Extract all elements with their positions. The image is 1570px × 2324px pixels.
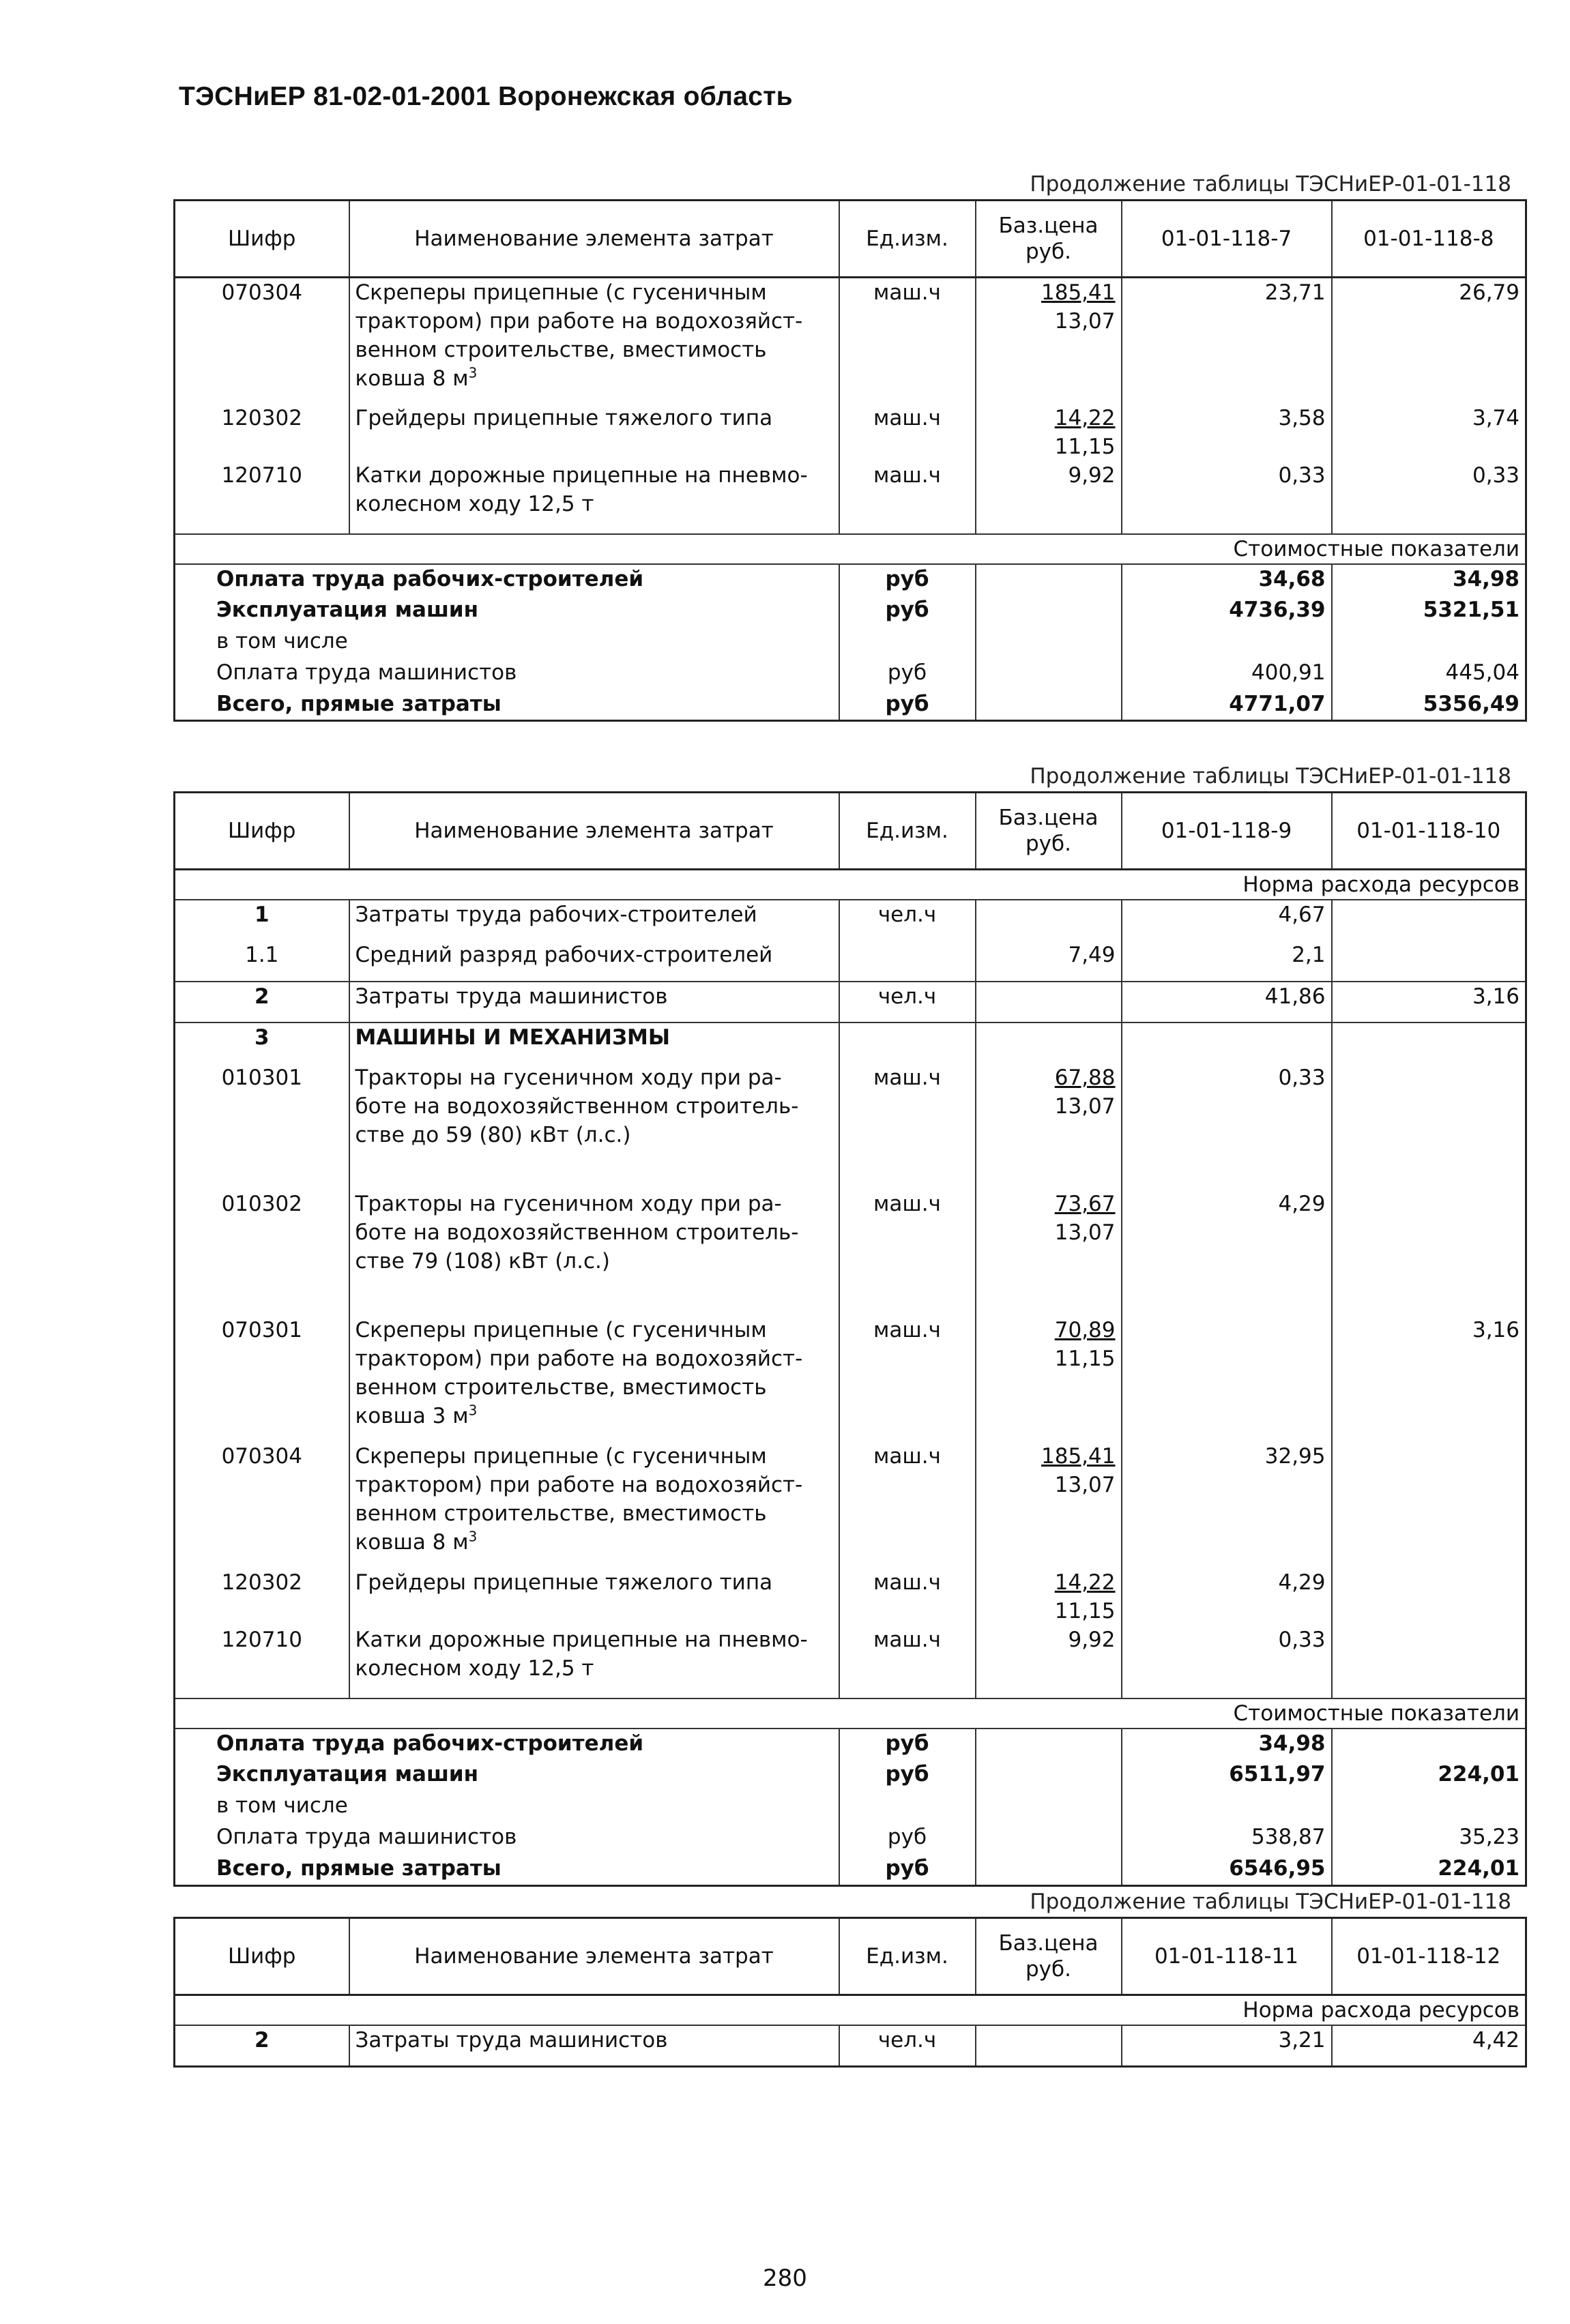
cost-row (175, 595, 1526, 627)
cost-unit (839, 1791, 976, 1823)
col-code-header: Шифр (175, 1918, 349, 1995)
col-a-header: 01-01-118-9 (1122, 793, 1332, 870)
page-number: 280 (763, 2265, 807, 2292)
row-unit: маш.ч (839, 1063, 976, 1190)
col-b-header: 01-01-118-12 (1332, 1918, 1526, 1995)
row-unit: чел.ч (839, 900, 976, 941)
superscript: 3 (468, 364, 478, 381)
row-name: Скреперы прицепные (с гусеничным трактором) при работе на водохозяйст-венном строительстве, вместимость ковша 8 $м^3$ (349, 278, 839, 404)
col-name-header: Наименование элемента затрат (349, 201, 839, 278)
cost-unit: руб (839, 595, 976, 627)
row-value-a: 3,58 (1122, 404, 1332, 461)
row-unit (839, 941, 976, 982)
col-price-header: Баз.цена руб. (976, 201, 1122, 278)
col-name-header: Наименование элемента затрат (349, 793, 839, 870)
col-a-header: 01-01-118-7 (1122, 201, 1332, 278)
row-code: 3 (175, 1023, 349, 1063)
price-bottom: 13,07 (1054, 1094, 1116, 1119)
row-unit: маш.ч (839, 1190, 976, 1316)
row-name: Средний разряд рабочих-строителей (349, 941, 839, 982)
price-top: 67,88 (1054, 1065, 1116, 1090)
col-unit-header: Ед.изм. (839, 793, 976, 870)
row-unit (839, 1023, 976, 1063)
col-unit-header: Ед.изм. (839, 201, 976, 278)
cost-unit: руб (839, 1854, 976, 1885)
superscript: 3 (468, 1528, 478, 1545)
cost-value-b (1332, 627, 1526, 658)
row-value-b (1332, 1442, 1526, 1568)
cost-row (175, 1823, 1526, 1854)
cost-value-b: 34,98 (1332, 564, 1526, 595)
row-name: Скреперы прицепные (с гусеничным трактором) при работе на водохозяйст-венном строительстве, вместимость ковша 3 $м^3$ (349, 1316, 839, 1442)
row-value-b (1332, 1626, 1526, 1698)
superscript: 3 (468, 1402, 478, 1419)
row-value-b (1332, 900, 1526, 941)
cost-label: Оплата труда машинистов (175, 658, 839, 690)
row-price (976, 1063, 1122, 1190)
section-label-row (175, 1698, 1526, 1729)
resource-rows (175, 278, 1526, 534)
cost-unit: руб (839, 1760, 976, 1791)
row-value-b: 4,42 (1332, 2025, 1526, 2066)
row-value-a: 0,33 (1122, 1626, 1332, 1698)
price-top: 9,92 (1068, 462, 1116, 488)
row-value-a: 0,33 (1122, 1063, 1332, 1190)
table-header-row (175, 793, 1526, 870)
cost-label: в том числе (175, 627, 839, 658)
continuation-label: Продолжение таблицы ТЭСНиЕР-01-01-118 (1030, 764, 1511, 789)
price-bottom: 11,15 (1054, 1347, 1116, 1371)
cost-value-a: 4736,39 (1122, 595, 1332, 627)
row-value-b: 3,74 (1332, 404, 1526, 461)
cost-value-a: 538,87 (1122, 1823, 1332, 1854)
cost-price (976, 690, 1122, 721)
row-value-b (1332, 1190, 1526, 1316)
cost-label: Оплата труда рабочих-строителей (175, 564, 839, 595)
row-value-a: 2,1 (1122, 941, 1332, 982)
row-unit: маш.ч (839, 1568, 976, 1626)
row-unit: чел.ч (839, 2025, 976, 2066)
row-value-a: 3,21 (1122, 2025, 1332, 2066)
cost-price (976, 1760, 1122, 1791)
price-top: 185,41 (1041, 280, 1116, 305)
cost-value-a: 6546,95 (1122, 1854, 1332, 1885)
col-price-header: Баз.цена руб. (976, 793, 1122, 870)
table-row (175, 1626, 1526, 1698)
cost-row (175, 1729, 1526, 1760)
cost-rows (175, 564, 1526, 721)
table-row (175, 404, 1526, 461)
row-price (976, 1023, 1122, 1063)
row-price (976, 1442, 1122, 1568)
row-value-b (1332, 1063, 1526, 1190)
table-row (175, 1442, 1526, 1568)
row-name: Затраты труда машинистов (349, 982, 839, 1023)
row-value-b (1332, 1568, 1526, 1626)
cost-unit: руб (839, 658, 976, 690)
row-value-b (1332, 941, 1526, 982)
col-code-header: Шифр (175, 201, 349, 278)
cost-value-a: 400,91 (1122, 658, 1332, 690)
cost-price (976, 658, 1122, 690)
cost-value-a: 34,98 (1122, 1729, 1332, 1760)
cost-value-a (1122, 627, 1332, 658)
price-top: 185,41 (1041, 1444, 1116, 1469)
row-code: 010301 (175, 1063, 349, 1190)
row-value-a (1122, 1316, 1332, 1442)
row-unit: чел.ч (839, 982, 976, 1023)
row-value-b: 26,79 (1332, 278, 1526, 404)
row-name: Тракторы на гусеничном ходу при ра-боте на водохозяйственном строитель-стве 79 (108) кВт (л.с.) (349, 1190, 839, 1316)
price-bottom: 11,15 (1054, 1599, 1116, 1623)
row-price (976, 1626, 1122, 1698)
row-price (976, 404, 1122, 461)
col-a-header: 01-01-118-11 (1122, 1918, 1332, 1995)
col-price-header: Баз.цена руб. (976, 1918, 1122, 1995)
cost-unit: руб (839, 564, 976, 595)
row-price (976, 1568, 1122, 1626)
row-unit: маш.ч (839, 278, 976, 404)
row-value-a: 4,67 (1122, 900, 1332, 941)
row-price (976, 461, 1122, 534)
table-row (175, 278, 1526, 404)
row-name: Затраты труда машинистов (349, 2025, 839, 2066)
cost-row (175, 1854, 1526, 1885)
row-value-a: 4,29 (1122, 1568, 1332, 1626)
cost-row (175, 1791, 1526, 1823)
row-code: 070301 (175, 1316, 349, 1442)
cost-price (976, 1729, 1122, 1760)
row-name: Катки дорожные прицепные на пневмо-колесном ходу 12,5 т (349, 1626, 839, 1698)
cost-label: Всего, прямые затраты (175, 690, 839, 721)
row-value-b: 3,16 (1332, 1316, 1526, 1442)
cost-rows (175, 1729, 1526, 1885)
row-name: Грейдеры прицепные тяжелого типа (349, 404, 839, 461)
cost-price (976, 1823, 1122, 1854)
row-price (976, 1190, 1122, 1316)
table-header-row (175, 1918, 1526, 1995)
col-code-header: Шифр (175, 793, 349, 870)
cost-price (976, 1791, 1122, 1823)
row-value-a: 0,33 (1122, 461, 1332, 534)
row-unit: маш.ч (839, 1316, 976, 1442)
row-code: 070304 (175, 1442, 349, 1568)
price-bottom: 11,15 (1054, 434, 1116, 459)
cost-label: Оплата труда машинистов (175, 1823, 839, 1854)
row-name: Затраты труда рабочих-строителей (349, 900, 839, 941)
cost-row (175, 1760, 1526, 1791)
norms-section-label: Норма расхода ресурсов (175, 870, 1526, 900)
row-value-a (1122, 1023, 1332, 1063)
price-top: 14,22 (1054, 1570, 1116, 1595)
row-code: 120710 (175, 1626, 349, 1698)
row-price (976, 900, 1122, 941)
cost-unit: руб (839, 690, 976, 721)
row-value-b: 0,33 (1332, 461, 1526, 534)
table-row (175, 900, 1526, 941)
cost-price (976, 1854, 1122, 1885)
row-code: 010302 (175, 1190, 349, 1316)
cost-unit (839, 627, 976, 658)
cost-price (976, 627, 1122, 658)
cost-label: Оплата труда рабочих-строителей (175, 1729, 839, 1760)
row-value-b: 3,16 (1332, 982, 1526, 1023)
price-bottom: 13,07 (1054, 1220, 1116, 1245)
price-top: 70,89 (1054, 1318, 1116, 1342)
cost-value-b (1332, 1729, 1526, 1760)
cost-label: Всего, прямые затраты (175, 1854, 839, 1885)
row-code: 070304 (175, 278, 349, 404)
cost-row (175, 627, 1526, 658)
col-b-header: 01-01-118-8 (1332, 201, 1526, 278)
row-price (976, 1316, 1122, 1442)
cost-label: в том числе (175, 1791, 839, 1823)
row-code: 120302 (175, 404, 349, 461)
cost-value-b: 5356,49 (1332, 690, 1526, 721)
table-row (175, 982, 1526, 1023)
price-bottom: 13,07 (1054, 1473, 1116, 1497)
row-code: 120302 (175, 1568, 349, 1626)
costs-section-label: Стоимостные показатели (175, 534, 1526, 564)
row-unit: маш.ч (839, 1626, 976, 1698)
price-top: 73,67 (1054, 1192, 1116, 1216)
col-name-header: Наименование элемента затрат (349, 1918, 839, 1995)
section-label-row (175, 870, 1526, 900)
section-label-row (175, 534, 1526, 564)
cost-row (175, 564, 1526, 595)
row-unit: маш.ч (839, 1442, 976, 1568)
cost-row (175, 690, 1526, 721)
price-top: 7,49 (1068, 943, 1116, 967)
cost-label: Эксплуатация машин (175, 595, 839, 627)
row-code: 2 (175, 982, 349, 1023)
row-name: МАШИНЫ И МЕХАНИЗМЫ (349, 1023, 839, 1063)
document-title: ТЭСНиЕР 81-02-01-2001 Воронежская область (179, 82, 793, 111)
row-value-a: 4,29 (1122, 1190, 1332, 1316)
row-price (976, 941, 1122, 982)
cost-price (976, 564, 1122, 595)
row-name: Катки дорожные прицепные на пневмо-колесном ходу 12,5 т (349, 461, 839, 534)
price-top: 9,92 (1068, 1628, 1116, 1652)
cost-value-a: 34,68 (1122, 564, 1332, 595)
cost-value-b: 35,23 (1332, 1823, 1526, 1854)
row-name: Тракторы на гусеничном ходу при ра-боте на водохозяйственном строитель-стве до 59 (80) кВт (л.с.) (349, 1063, 839, 1190)
table-row (175, 1568, 1526, 1626)
row-unit: маш.ч (839, 404, 976, 461)
cost-unit: руб (839, 1823, 976, 1854)
row-code: 1 (175, 900, 349, 941)
continuation-label: Продолжение таблицы ТЭСНиЕР-01-01-118 (1030, 172, 1511, 196)
row-code: 2 (175, 2025, 349, 2066)
row-price (976, 2025, 1122, 2066)
row-value-a: 32,95 (1122, 1442, 1332, 1568)
row-price (976, 278, 1122, 404)
table-row (175, 1063, 1526, 1190)
table-row (175, 1023, 1526, 1063)
table-row (175, 941, 1526, 982)
norms-table-1 (173, 199, 1527, 722)
cost-row (175, 658, 1526, 690)
cost-value-b: 445,04 (1332, 658, 1526, 690)
row-value-b (1332, 1023, 1526, 1063)
cost-value-b (1332, 1791, 1526, 1823)
cost-value-b: 5321,51 (1332, 595, 1526, 627)
row-value-a: 23,71 (1122, 278, 1332, 404)
section-label-row (175, 1995, 1526, 2026)
table-header-row (175, 201, 1526, 278)
row-value-a: 41,86 (1122, 982, 1332, 1023)
continuation-label: Продолжение таблицы ТЭСНиЕР-01-01-118 (1030, 1889, 1511, 1914)
cost-label: Эксплуатация машин (175, 1760, 839, 1791)
row-name: Грейдеры прицепные тяжелого типа (349, 1568, 839, 1626)
row-code: 120710 (175, 461, 349, 534)
row-unit: маш.ч (839, 461, 976, 534)
cost-value-a: 4771,07 (1122, 690, 1332, 721)
table-row (175, 2025, 1526, 2066)
cost-value-b: 224,01 (1332, 1760, 1526, 1791)
row-price (976, 982, 1122, 1023)
row-code: 1.1 (175, 941, 349, 982)
table-row (175, 1190, 1526, 1316)
costs-section-label: Стоимостные показатели (175, 1698, 1526, 1729)
col-b-header: 01-01-118-10 (1332, 793, 1526, 870)
norms-table-3 (173, 1917, 1527, 2068)
resource-rows (175, 900, 1526, 1698)
norms-section-label: Норма расхода ресурсов (175, 1995, 1526, 2026)
table-row (175, 461, 1526, 534)
cost-price (976, 595, 1122, 627)
resource-rows (175, 2025, 1526, 2066)
cost-value-b: 224,01 (1332, 1854, 1526, 1885)
row-name: Скреперы прицепные (с гусеничным трактором) при работе на водохозяйст-венном строительстве, вместимость ковша 8 $м^3$ (349, 1442, 839, 1568)
cost-unit: руб (839, 1729, 976, 1760)
col-unit-header: Ед.изм. (839, 1918, 976, 1995)
price-bottom: 13,07 (1054, 309, 1116, 334)
cost-value-a (1122, 1791, 1332, 1823)
table-row (175, 1316, 1526, 1442)
cost-value-a: 6511,97 (1122, 1760, 1332, 1791)
price-top: 14,22 (1054, 405, 1116, 430)
norms-table-2 (173, 791, 1527, 1887)
